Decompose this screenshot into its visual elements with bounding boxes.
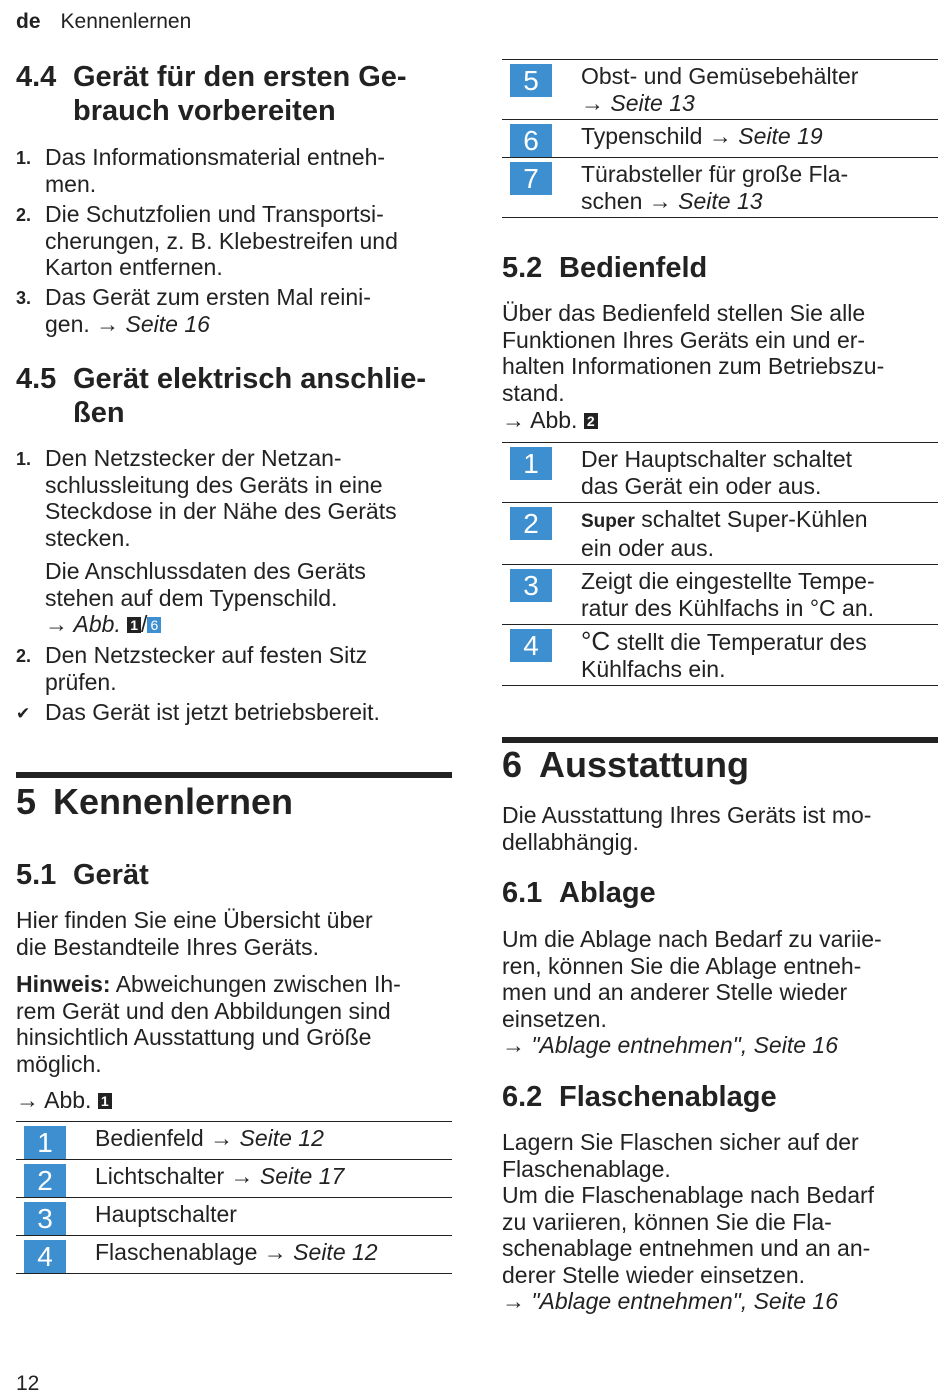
table-row: [502, 565, 938, 625]
heading-5-1: 5.1 Gerät: [16, 859, 149, 891]
figure-badge: 1: [98, 1093, 112, 1109]
control-panel-legend-table: [502, 442, 938, 686]
list-item-text: Das Informationsmaterial entneh- men.: [45, 144, 386, 197]
chapter-heading-6: 6 Ausstattung: [502, 744, 749, 785]
list-item: 1. Den Netzstecker der Netzan- schlussleitung des Geräts in eine Steckdose in der Nähe des Geräts stecken. Die Anschlussdaten des Geräts stehen auf dem Typenschild. → Abb. 1 / 6: [16, 445, 452, 638]
list-item-note: Die Anschlussdaten des Geräts stehen auf dem Typenschild.: [45, 558, 366, 611]
body-paragraph: Lagern Sie Flaschen sicher auf der Flaschenablage. Um die Flaschenablage nach Bedarf zu variieren, können Sie die Fla- schenablage entnehmen und an an- derer Stelle wieder einsetzen. → "Ablage entnehmen", Seite 16: [502, 1129, 875, 1314]
legend-key: 7: [510, 162, 552, 195]
checkmark-icon: ✔: [16, 704, 31, 723]
legend-key: 2: [24, 1164, 66, 1197]
page-reference[interactable]: → Seite 13: [581, 90, 695, 116]
list-item-text: Den Netzstecker auf festen Sitz prüfen.: [45, 642, 368, 695]
heading-5-2: 5.2 Bedienfeld: [502, 252, 708, 284]
legend-key: 3: [510, 569, 552, 602]
heading-number: 4.5: [16, 363, 57, 395]
list-item-text: Die Schutzfolien und Transportsi- cherungen, z. B. Klebestreifen und Karton entfernen.: [45, 201, 398, 280]
legend-key: 4: [24, 1240, 66, 1273]
figure-reference[interactable]: → Abb. 1: [16, 1087, 452, 1114]
page-reference[interactable]: → "Ablage entnehmen", Seite 16: [502, 1288, 838, 1314]
list-item: 2. Die Schutzfolien und Transportsi- cherungen, z. B. Klebestreifen und Karton entfernen.: [16, 201, 452, 281]
page-reference[interactable]: → Seite 12: [210, 1125, 324, 1151]
table-row: 6 Typenschild → Seite 19: [502, 120, 938, 158]
table-row: 4 Flaschenablage → Seite 12: [16, 1236, 452, 1274]
legend-text: Türabsteller für große Fla- schen: [581, 161, 849, 214]
figure-badge: 2: [584, 413, 598, 429]
super-button-label: Super: [581, 511, 635, 532]
table-row: [502, 503, 938, 565]
running-header: [16, 10, 191, 34]
table-row: [502, 625, 938, 686]
chapter-rule: [502, 737, 938, 743]
page-reference[interactable]: → Seite 16: [96, 310, 210, 337]
page-reference[interactable]: → Seite 12: [263, 1239, 378, 1265]
body-paragraph: Um die Ablage nach Bedarf zu variie- ren, können Sie die Ablage entneh- men und an anderer Stelle wieder einsetzen. → "Ablage entnehmen", Seite 16: [502, 926, 882, 1058]
language-code: de: [16, 10, 41, 33]
list-item-text: Den Netzstecker der Netzan- schlussleitung des Geräts in eine Steckdose in der Nähe des Geräts stecken.: [45, 445, 397, 551]
legend-text: Zeigt die eingestellte Tempe- ratur des Kühlfachs in °C an.: [581, 565, 938, 625]
list-item: 1. Das Informationsmaterial entneh- men.: [16, 144, 452, 197]
heading-text-cont: brauch vorbereiten: [73, 95, 336, 127]
list-item-text: Das Gerät zum ersten Mal reini- gen. → Seite 16: [45, 284, 371, 337]
result-text: Das Gerät ist jetzt betriebsbereit.: [45, 699, 380, 725]
legend-key: 1: [24, 1126, 66, 1159]
figure-badge: 1: [127, 617, 141, 633]
page-reference[interactable]: → "Ablage entnehmen", Seite 16: [502, 1032, 838, 1058]
component-legend-table: [16, 1121, 452, 1274]
heading-4-4: [16, 60, 452, 128]
legend-key: 5: [510, 64, 552, 97]
heading-4-5: [16, 362, 452, 430]
legend-key: 1: [510, 447, 552, 480]
legend-text: °C stellt die Temperatur des Kühlfachs ein.: [581, 625, 938, 686]
intro-paragraph: Hier finden Sie eine Übersicht über die Bestandteile Ihres Geräts.: [16, 907, 373, 960]
table-row: 1 Bedienfeld → Seite 12: [16, 1122, 452, 1160]
header-section-title: Kennenlernen: [60, 10, 192, 33]
legend-key: 3: [24, 1202, 66, 1235]
celsius-button-label: °C: [581, 626, 611, 656]
table-row: 2 Lichtschalter → Seite 17: [16, 1160, 452, 1198]
legend-key: 4: [510, 629, 552, 662]
legend-text: Der Hauptschalter schaltet das Gerät ein oder aus.: [581, 443, 938, 503]
intro-paragraph: Die Ausstattung Ihres Geräts ist mo- dellabhängig.: [502, 802, 872, 855]
intro-paragraph: Über das Bedienfeld stellen Sie alle Funktionen Ihres Geräts ein und er- halten Informationen zum Betriebszu- stand.: [502, 300, 885, 406]
legend-key: 6: [510, 124, 552, 157]
result-item: [16, 699, 452, 726]
heading-text: Gerät für den ersten Ge-: [73, 61, 407, 93]
figure-badge: 6: [147, 617, 161, 633]
legend-key: 2: [510, 507, 552, 540]
page-number: 12: [16, 1372, 40, 1395]
list-item: 2. Den Netzstecker auf festen Sitz prüfen.: [16, 642, 452, 695]
page-reference[interactable]: → Seite 19: [708, 123, 823, 149]
figure-reference[interactable]: → Abb. 1 / 6: [16, 611, 452, 638]
heading-6-1: 6.1 Ablage: [502, 877, 656, 909]
legend-text: Super schaltet Super-Kühlen ein oder aus.: [581, 503, 938, 565]
table-row: [502, 158, 938, 218]
page-reference[interactable]: → Seite 13: [648, 188, 763, 214]
list-item: 3. Das Gerät zum ersten Mal reini- gen. → Seite 16: [16, 284, 452, 337]
heading-6-2: 6.2 Flaschenablage: [502, 1081, 777, 1113]
figure-reference[interactable]: → Abb. 2: [502, 407, 938, 434]
heading-text-cont: ßen: [73, 397, 125, 429]
page-reference[interactable]: → Seite 17: [230, 1163, 345, 1189]
table-row: 3 Hauptschalter: [16, 1198, 452, 1236]
chapter-heading-5: 5 Kennenlernen: [16, 781, 294, 822]
table-row: 5 Obst- und Gemüsebehälter → Seite 13: [502, 60, 938, 120]
heading-number: 4.4: [16, 61, 57, 93]
table-row: [502, 443, 938, 503]
component-legend-table-cont: [502, 59, 938, 218]
hint-paragraph: Hinweis: Abweichungen zwischen Ih- rem Gerät und den Abbildungen sind hinsichtlich Ausstattung und Größe möglich.: [16, 971, 401, 1077]
heading-text: Gerät elektrisch anschlie-: [73, 363, 426, 395]
chapter-rule: [16, 772, 452, 778]
